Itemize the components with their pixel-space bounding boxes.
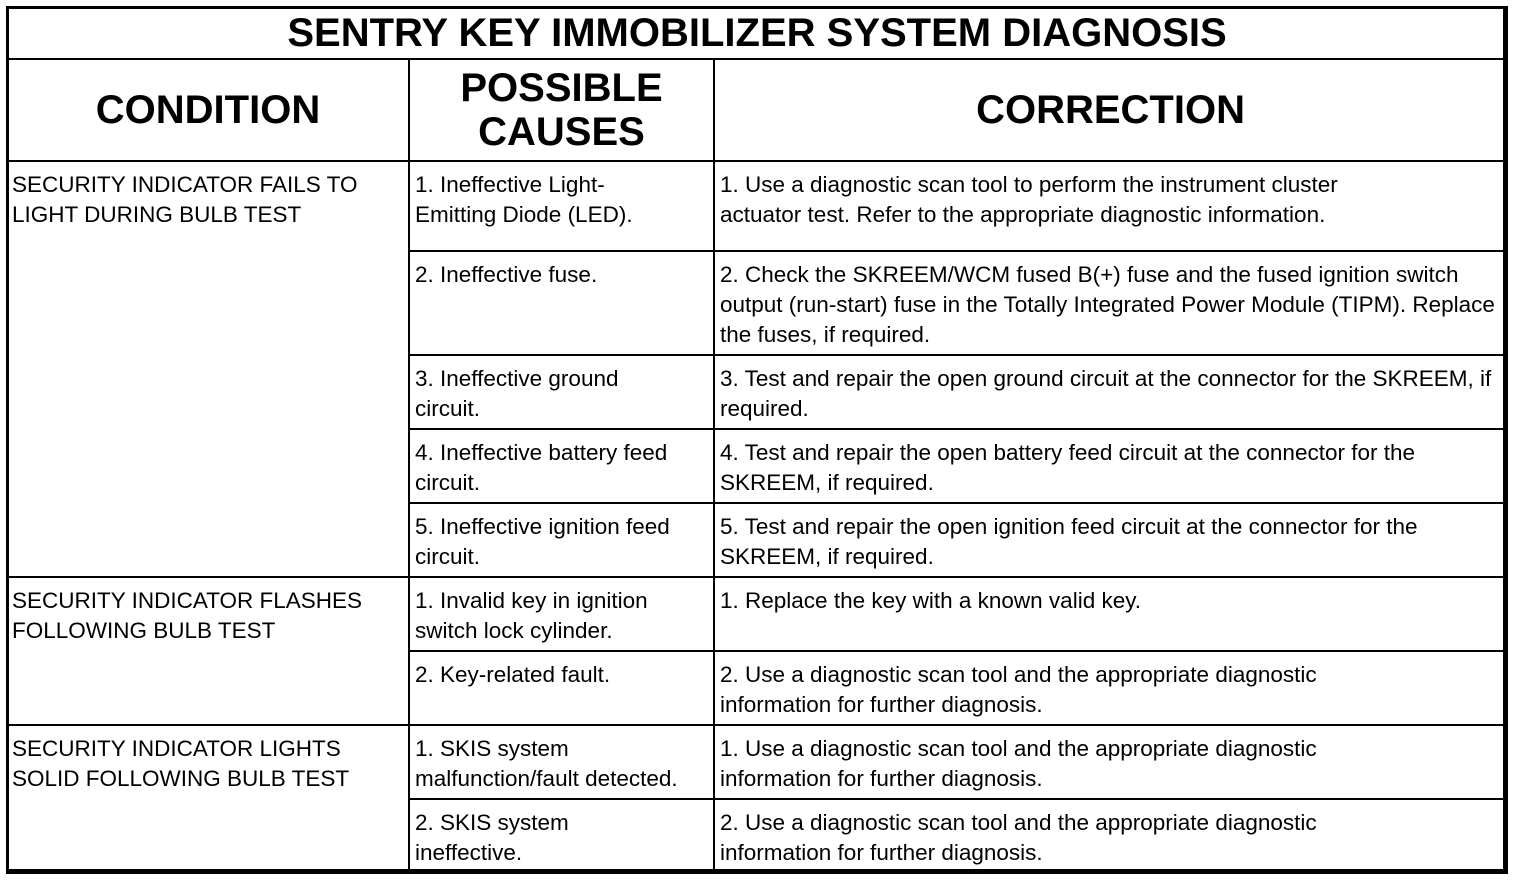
condition-cell: SECURITY INDICATOR FLASHES FOLLOWING BULB TEST [7,577,409,725]
correction-cell: 4. Test and repair the open battery feed circuit at the connector for the SKREEM, if required. [714,429,1507,503]
cause-cell: 4. Ineffective battery feed circuit. [409,429,714,503]
correction-cell: 1. Replace the key with a known valid key. [714,577,1507,651]
cause-cell: 1. Ineffective Light-Emitting Diode (LED). [409,161,714,251]
correction-cell: 1. Use a diagnostic scan tool to perform the instrument cluster actuator test. Refer to the appropriate diagnostic information. [714,161,1507,251]
header-correction: CORRECTION [714,59,1507,161]
correction-cell: 2. Use a diagnostic scan tool and the appropriate diagnostic information for further diagnosis. [714,799,1507,873]
cause-cell: 2. SKIS system ineffective. [409,799,714,873]
cause-cell: 5. Ineffective ignition feed circuit. [409,503,714,577]
correction-cell: 5. Test and repair the open ignition feed circuit at the connector for the SKREEM, if required. [714,503,1507,577]
condition-cell: SECURITY INDICATOR LIGHTS SOLID FOLLOWING BULB TEST [7,725,409,873]
header-possible-causes-text: POSSIBLE CAUSES [460,66,663,154]
correction-cell: 1. Use a diagnostic scan tool and the appropriate diagnostic information for further diagnosis. [714,725,1507,799]
condition-cell: SECURITY INDICATOR FAILS TO LIGHT DURING BULB TEST [7,161,409,577]
correction-cell: 3. Test and repair the open ground circuit at the connector for the SKREEM, if required. [714,355,1507,429]
table-title: SENTRY KEY IMMOBILIZER SYSTEM DIAGNOSIS [7,7,1507,59]
cause-cell: 2. Ineffective fuse. [409,251,714,355]
correction-cell: 2. Check the SKREEM/WCM fused B(+) fuse and the fused ignition switch output (run-start) fuse in the Totally Integrated Power Module (TIPM). Replace the fuses, if required. [714,251,1507,355]
cause-cell: 2. Key-related fault. [409,651,714,725]
outer-border [6,6,1506,872]
cause-cell: 3. Ineffective ground circuit. [409,355,714,429]
correction-cell: 2. Use a diagnostic scan tool and the appropriate diagnostic information for further diagnosis. [714,651,1507,725]
cause-cell: 1. SKIS system malfunction/fault detected. [409,725,714,799]
header-condition: CONDITION [7,59,409,161]
cause-cell: 1. Invalid key in ignition switch lock cylinder. [409,577,714,651]
